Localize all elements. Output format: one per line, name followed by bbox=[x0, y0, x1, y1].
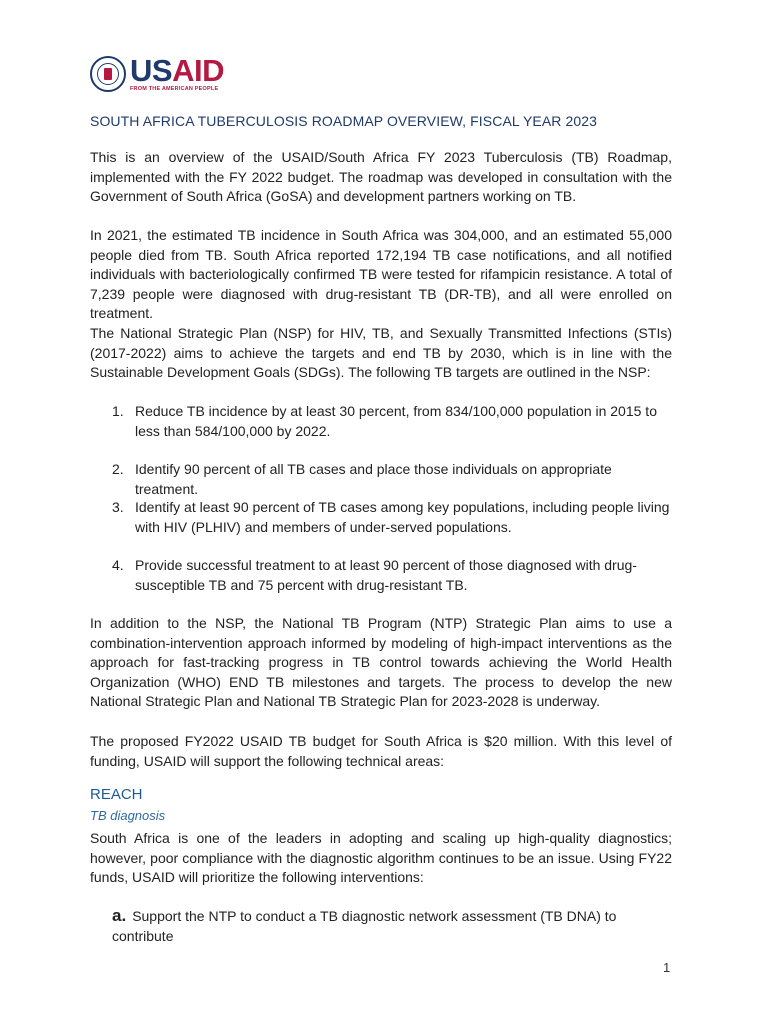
target-item bbox=[112, 498, 672, 537]
intervention-text: Support the NTP to conduct a TB diagnostic network assessment (TB DNA) to contribute bbox=[112, 908, 617, 944]
target-number: 3. bbox=[112, 499, 124, 515]
usaid-seal-icon bbox=[90, 56, 126, 92]
target-number: 2. bbox=[112, 461, 124, 477]
target-text: Identify at least 90 percent of TB cases among key populations, including people living with HIV (PLHIV) and members of under-served populations. bbox=[135, 499, 670, 535]
target-item bbox=[112, 402, 672, 441]
section-heading-reach: REACH bbox=[90, 786, 143, 803]
target-text: Provide successful treatment to at least 90 percent of those diagnosed with drug-susceptible TB and 75 percent with drug-resistant TB. bbox=[135, 557, 637, 593]
nsp-paragraph: The National Strategic Plan (NSP) for HIV, TB, and Sexually Transmitted Infections (STIs) (2017-2022) aims to achieve the targets and end TB by 2030, which is in line with the Sustainable Development Goals (SDGs). The following TB targets are outlined in the NSP: bbox=[90, 325, 672, 380]
target-item bbox=[112, 556, 672, 595]
target-item bbox=[112, 460, 672, 499]
intro-paragraph: This is an overview of the USAID/South Africa FY 2023 Tuberculosis (TB) Roadmap, implemented with the FY 2022 budget. The roadmap was developed in consultation with the Government of South Africa (GoSA) and development partners working on TB. bbox=[90, 149, 672, 204]
budget-paragraph: The proposed FY2022 USAID TB budget for South Africa is $20 million. With this level of funding, USAID will support the following technical areas: bbox=[90, 733, 672, 769]
usaid-logo bbox=[90, 52, 224, 96]
ntp-paragraph: In addition to the NSP, the National TB Program (NTP) Strategic Plan aims to use a combination-intervention approach informed by modeling of high-impact interventions as the approach for fast-tracking progress in TB control towards achieving the World Health Organization (WHO) END TB milestones and targets. The process to develop the new National Strategic Plan and National TB Strategic Plan for 2023-2028 is underway. bbox=[90, 615, 672, 709]
wordmark-aid: AID bbox=[172, 53, 224, 89]
logo-tagline: FROM THE AMERICAN PEOPLE bbox=[130, 86, 219, 93]
incidence-paragraph: In 2021, the estimated TB incidence in South Africa was 304,000, and an estimated 55,000 people died from TB. South Africa reported 172,194 TB case notifications, and all notified individuals with bacteriologically confirmed TB were tested for rifampicin resistance. A total of 7,239 people were diagnosed with drug-resistant TB (DR-TB), and all were enrolled on treatment. bbox=[90, 227, 672, 321]
diagnosis-paragraph: South Africa is one of the leaders in adopting and scaling up high-quality diagnostics; however, poor compliance with the diagnostic algorithm continues to be an issue. Using FY22 funds, USAID will prioritize the following interventions: bbox=[90, 830, 672, 885]
page-number: 1 bbox=[663, 960, 671, 975]
intervention-item bbox=[112, 906, 672, 946]
document-title: SOUTH AFRICA TUBERCULOSIS ROADMAP OVERVIEW, FISCAL YEAR 2023 bbox=[90, 113, 598, 129]
target-text: Reduce TB incidence by at least 30 percent, from 834/100,000 population in 2015 to less than 584/100,000 by 2022. bbox=[135, 403, 657, 439]
wordmark-us: US bbox=[130, 53, 173, 89]
subsection-heading-tb-diagnosis: TB diagnosis bbox=[90, 808, 166, 823]
wordmark-text bbox=[130, 53, 224, 89]
usaid-wordmark bbox=[130, 55, 224, 93]
target-number: 1. bbox=[112, 403, 124, 419]
target-text: Identify 90 percent of all TB cases and place those individuals on appropriate treatment. bbox=[135, 461, 612, 497]
intervention-letter: a. bbox=[112, 906, 127, 925]
target-number: 4. bbox=[112, 557, 124, 573]
